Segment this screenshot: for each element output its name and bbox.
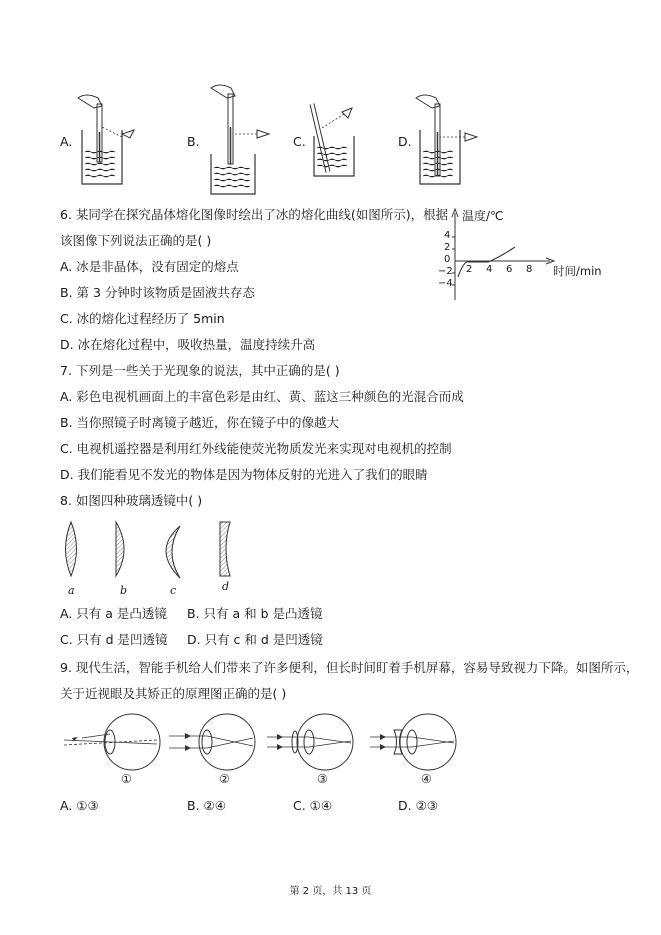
q9-option-d[interactable]: D. ②③ [398,798,438,813]
q6-stem-line2: 该图像下列说法正确的是( ) [60,233,212,248]
q8-option-c[interactable]: C. 只有 d 是凹透镜 [60,632,168,647]
graph-xtick-6: 6 [506,264,513,275]
q5-option-a-label: A. [60,134,73,149]
thermometer-figure-c [310,102,370,182]
q8-option-b[interactable]: B. 只有 a 和 b 是凸透镜 [187,606,323,621]
thermometer-figure-a [72,92,152,187]
lens-label-c: c [170,584,177,597]
q5-option-c-label: C. [293,134,306,149]
eye-label-4: ④ [421,772,432,786]
eye-label-2: ② [219,772,230,786]
q9-stem-line2: 关于近视眼及其矫正的原理图正确的是( ) [60,686,287,701]
q9-stem-line1: 9. 现代生活，智能手机给人们带来了许多便利，但长时间盯着手机屏幕，容易导致视力下降。如图所示， [60,660,639,675]
eye-label-1: ① [121,772,132,786]
q7-option-a[interactable]: A. 彩色电视机画面上的丰富色彩是由红、黄、蓝这三种颜色的光混合而成 [60,389,464,404]
q7-option-b[interactable]: B. 当你照镜子时离镜子越近，你在镜子中的像越大 [60,415,340,430]
eye-diagram-1 [62,712,162,774]
q6-stem-line1: 6. 某同学在探究晶体熔化图像时绘出了冰的熔化曲线(如图所示)，根据 [60,207,449,222]
eye-label-3: ③ [317,772,328,786]
q5-option-b-label: B. [187,134,200,149]
lens-label-a: a [68,584,75,597]
lens-d-plano-concave [216,520,236,578]
q6-option-c[interactable]: C. 冰的熔化过程经历了 5min [60,311,225,326]
lens-b-plano-convex [112,520,132,578]
q6-option-b[interactable]: B. 第 3 分钟时该物质是固液共存态 [60,285,255,300]
q8-stem: 8. 如图四种玻璃透镜中( ) [60,493,203,508]
q6-option-a[interactable]: A. 冰是非晶体，没有固定的熔点 [60,259,239,274]
graph-xtick-4: 4 [486,264,493,275]
q9-option-c[interactable]: C. ①④ [293,798,333,813]
eye-diagram-3 [265,712,365,774]
page-footer: 第 2 页，共 13 页 [289,886,372,897]
lens-c-meniscus [158,524,186,580]
q7-option-d[interactable]: D. 我们能看见不发光的物体是因为物体反射的光进入了我们的眼睛 [60,467,428,482]
eye-diagram-2 [165,712,265,774]
q9-option-b[interactable]: B. ②④ [187,798,226,813]
lens-label-d: d [222,580,230,593]
graph-ylabel: 温度/℃ [462,209,504,223]
thermometer-figure-d [410,92,490,187]
q6-option-d[interactable]: D. 冰在熔化过程中，吸收热量，温度持续升高 [60,337,316,352]
q5-option-d-label: D. [398,134,412,149]
q7-stem: 7. 下列是一些关于光现象的说法，其中正确的是( ) [60,363,340,378]
eye-diagram-4 [368,712,468,774]
q9-option-a[interactable]: A. ①③ [60,798,99,813]
graph-xtick-8: 8 [526,264,533,275]
graph-ytick-4: 4 [444,230,451,241]
lens-label-b: b [120,584,128,597]
graph-axes [425,205,605,305]
graph-ytick-0: 0 [444,254,451,265]
q7-option-c[interactable]: C. 电视机遥控器是利用红外线能使荧光物质发光来实现对电视机的控制 [60,441,452,456]
graph-xtick-2: 2 [466,264,473,275]
q8-option-a[interactable]: A. 只有 a 是凸透镜 [60,606,167,621]
thermometer-figure-b [205,82,285,192]
q8-option-d[interactable]: D. 只有 c 和 d 是凹透镜 [187,632,323,647]
graph-ytick-2: 2 [444,242,451,253]
graph-xlabel: 时间/min [553,264,602,278]
graph-ytick-minus2: −2 [438,266,453,277]
graph-ytick-minus4: −4 [438,278,453,289]
lens-a-biconvex [62,520,80,578]
